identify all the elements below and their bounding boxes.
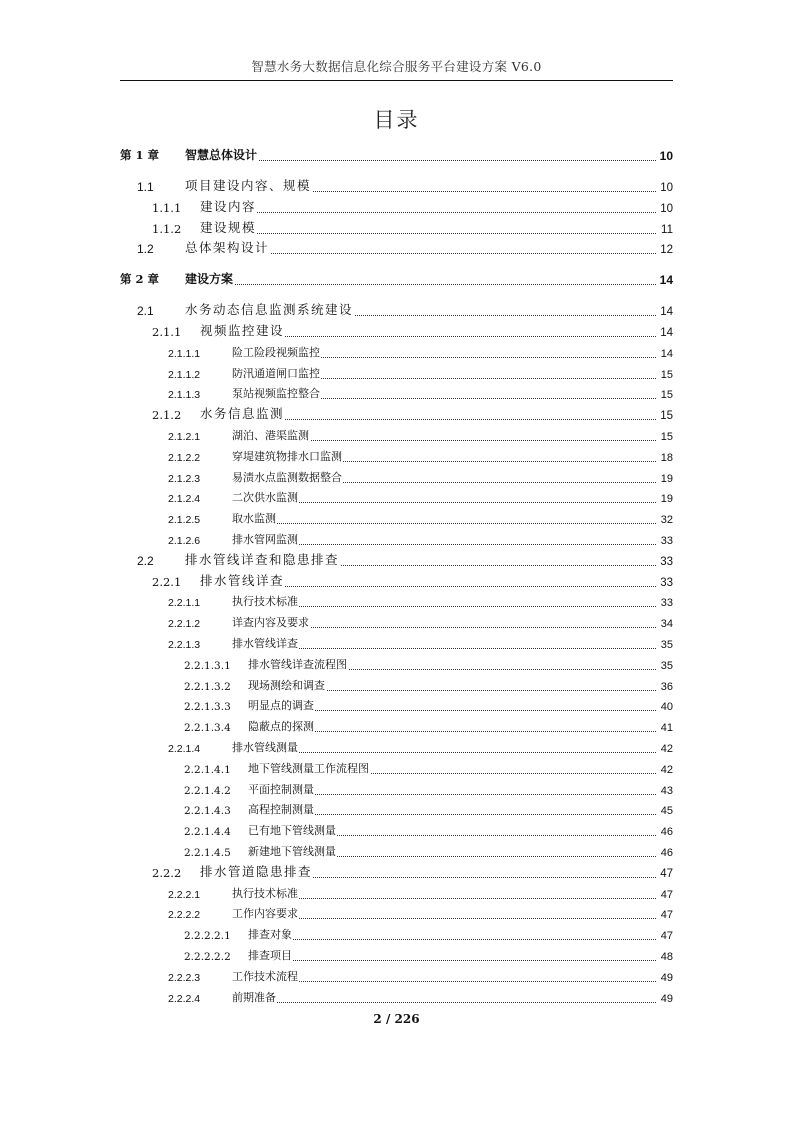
toc-entry-number: 2.2.1 bbox=[152, 574, 182, 589]
toc-entry[interactable] bbox=[120, 301, 673, 321]
toc-entry-title: 排水管线详查 bbox=[232, 637, 298, 650]
toc-entry-number: 2.2.2.4 bbox=[168, 992, 201, 1005]
toc-entry-number: 2.1.1.3 bbox=[168, 389, 201, 402]
toc-entry-page: 14 bbox=[659, 273, 673, 288]
toc-entry-title: 防汛通道闸口监控 bbox=[232, 366, 320, 380]
toc-entry[interactable] bbox=[120, 384, 673, 404]
toc-entry-page: 47 bbox=[660, 909, 673, 922]
toc-entry-page: 15 bbox=[660, 410, 673, 423]
toc-entry[interactable] bbox=[120, 322, 673, 342]
toc-entry-title: 泵站视频监控整合 bbox=[232, 387, 320, 401]
toc-entry-page: 47 bbox=[660, 867, 673, 880]
toc-entry-number: 2.2.1.4.5 bbox=[184, 847, 231, 859]
toc-entry-number: 2.2.1.3.4 bbox=[184, 722, 231, 735]
toc-entry-number: 1.1.2 bbox=[152, 221, 182, 236]
toc-entry[interactable] bbox=[120, 488, 673, 508]
toc-entry-number: 2.2.1.3.3 bbox=[184, 701, 231, 714]
toc-entry-page: 19 bbox=[660, 493, 673, 506]
dot-leader bbox=[200, 233, 656, 234]
toc-entry[interactable] bbox=[120, 967, 673, 987]
toc-entry-page: 15 bbox=[660, 368, 673, 381]
toc-chapter-entry[interactable] bbox=[120, 146, 673, 166]
toc-entry[interactable] bbox=[120, 800, 673, 820]
toc-entry-title: 建设内容 bbox=[200, 198, 257, 214]
toc-entry[interactable] bbox=[120, 219, 673, 239]
toc-entry-page: 49 bbox=[660, 992, 673, 1005]
toc-entry-title: 新建地下管线测量 bbox=[248, 845, 336, 858]
toc-entry-number: 2.1.2.1 bbox=[168, 431, 201, 443]
toc-entry-number: 2.2.1.1 bbox=[168, 597, 201, 610]
toc-entry-page: 15 bbox=[660, 389, 673, 402]
toc-entry[interactable] bbox=[120, 364, 673, 384]
toc-entry-title: 取水监测 bbox=[232, 512, 276, 526]
toc-entry-title: 排水管网监测 bbox=[232, 533, 298, 546]
toc-entry-title: 建设规模 bbox=[200, 219, 257, 235]
toc-entry-page: 14 bbox=[660, 306, 673, 319]
toc-entry-number: 2.2.1.4.4 bbox=[184, 826, 231, 839]
toc-entry-title: 水务动态信息监测系统建设 bbox=[185, 302, 354, 318]
toc-entry[interactable] bbox=[120, 842, 673, 862]
toc-entry[interactable] bbox=[120, 946, 673, 966]
toc-entry[interactable] bbox=[120, 904, 673, 924]
toc-entry[interactable] bbox=[120, 530, 673, 550]
toc-entry-title: 视频监控建设 bbox=[200, 323, 285, 338]
toc-entry-page: 45 bbox=[660, 805, 673, 818]
header-rule bbox=[120, 80, 673, 81]
toc-entry[interactable] bbox=[120, 634, 673, 654]
dot-leader bbox=[232, 1002, 656, 1003]
toc-entry[interactable] bbox=[120, 198, 673, 218]
toc-entry-title: 排水管线详查流程图 bbox=[248, 657, 347, 671]
toc-entry-number: 2.1 bbox=[137, 304, 154, 319]
toc-entry-number: 2.1.1.1 bbox=[168, 347, 201, 360]
toc-entry-title: 二次供水监测 bbox=[232, 491, 298, 505]
toc-entry[interactable] bbox=[120, 676, 673, 696]
toc-entry-title: 易渍水点监测数据整合 bbox=[232, 470, 342, 484]
toc-entry-page: 10 bbox=[660, 202, 673, 215]
toc-chapter-entry[interactable] bbox=[120, 270, 673, 290]
toc-entry-title: 排查项目 bbox=[248, 949, 292, 962]
toc-entry-title: 总体架构设计 bbox=[185, 240, 270, 256]
toc-entry-page: 47 bbox=[660, 888, 673, 901]
toc-entry-page: 11 bbox=[661, 223, 673, 236]
toc-entry[interactable] bbox=[120, 821, 673, 841]
toc-entry-title: 隐蔽点的探测 bbox=[248, 720, 314, 734]
toc-entry-page: 32 bbox=[660, 514, 673, 527]
toc-entry[interactable] bbox=[120, 239, 673, 259]
toc-entry-title: 险工险段视频监控 bbox=[232, 345, 320, 359]
toc-entry-number: 1.2 bbox=[137, 242, 154, 257]
toc-entry-page: 19 bbox=[660, 472, 673, 485]
toc-entry-title: 高程控制测量 bbox=[248, 803, 314, 817]
toc-entry[interactable] bbox=[120, 717, 673, 737]
toc-entry-page: 42 bbox=[660, 743, 673, 755]
toc-entry-number: 2.1.2.3 bbox=[168, 472, 201, 485]
toc-entry-number: 2.2.1.4.3 bbox=[184, 805, 231, 818]
dot-leader bbox=[248, 939, 656, 940]
toc-entry-page: 47 bbox=[660, 930, 673, 943]
toc-entry-number: 2.2.2.2.2 bbox=[184, 951, 231, 963]
toc-entry[interactable] bbox=[120, 509, 673, 529]
toc-entry-number: 2.2.1.3.1 bbox=[184, 659, 231, 672]
toc-entry-title: 排水管线详查 bbox=[200, 572, 285, 588]
toc-entry-title: 水务信息监测 bbox=[200, 406, 285, 422]
toc-entry-page: 35 bbox=[660, 639, 673, 651]
toc-entry-page: 14 bbox=[660, 327, 673, 339]
toc-entry-number: 2.1.2 bbox=[152, 408, 182, 423]
toc-entry-title: 排查对象 bbox=[248, 928, 292, 942]
toc-entry-number: 2.2.2.2 bbox=[168, 909, 201, 922]
toc-entry-page: 46 bbox=[660, 847, 673, 859]
toc-entry-number: 第 1 章 bbox=[120, 148, 160, 162]
toc-entry[interactable] bbox=[120, 426, 673, 446]
toc-entry-title: 明显点的调查 bbox=[248, 699, 314, 713]
toc-entry-title: 穿堤建筑物排水口监测 bbox=[232, 449, 342, 463]
toc-entry[interactable] bbox=[120, 780, 673, 800]
toc-entry-title: 建设方案 bbox=[185, 272, 234, 287]
toc-entry-number: 2.2.2 bbox=[152, 865, 182, 880]
toc-entry[interactable] bbox=[120, 468, 673, 488]
dot-leader bbox=[248, 960, 656, 961]
toc-entry[interactable] bbox=[120, 738, 673, 758]
toc-entry-number: 2.2.2.1 bbox=[168, 888, 201, 901]
toc-entry-number: 2.1.1 bbox=[152, 325, 182, 339]
toc-entry-page: 43 bbox=[660, 784, 673, 797]
toc-entry-title: 排水管道隐患排查 bbox=[200, 863, 313, 879]
toc-entry-title: 排水管线详查和隐患排查 bbox=[185, 551, 340, 567]
toc-entry[interactable] bbox=[120, 572, 673, 592]
toc-entry-number: 2.1.1.2 bbox=[168, 368, 201, 381]
toc-entry[interactable] bbox=[120, 343, 673, 363]
toc-entry-title: 执行技术标准 bbox=[232, 886, 298, 900]
toc-entry-title: 地下管线测量工作流程图 bbox=[248, 761, 369, 775]
toc-entry[interactable] bbox=[120, 613, 673, 633]
toc-entry-number: 2.1.2.6 bbox=[168, 535, 201, 547]
toc-entry-number: 2.2.1.3 bbox=[168, 639, 201, 651]
toc-entry[interactable] bbox=[120, 551, 673, 571]
toc-entry-page: 42 bbox=[660, 763, 673, 776]
toc-entry-page: 34 bbox=[660, 618, 673, 631]
toc-entry-page: 35 bbox=[660, 659, 673, 672]
toc-entry-page: 15 bbox=[660, 431, 673, 443]
toc-entry-title: 项目建设内容、规模 bbox=[185, 178, 312, 193]
toc-entry-number: 1.1 bbox=[137, 180, 154, 194]
toc-entry[interactable] bbox=[120, 592, 673, 612]
toc-entry-page: 10 bbox=[660, 182, 673, 194]
toc-entry[interactable] bbox=[120, 863, 673, 883]
toc-entry-number: 2.2.1.4.1 bbox=[184, 763, 231, 776]
toc-entry-title: 已有地下管线测量 bbox=[248, 824, 336, 838]
toc-entry-number: 2.2 bbox=[137, 553, 154, 568]
toc-entry-number: 2.2.1.4.2 bbox=[184, 784, 231, 797]
toc-title: 目录 bbox=[373, 108, 420, 132]
toc-entry-number: 1.1.1 bbox=[152, 200, 182, 215]
page-number: 2 / 226 bbox=[373, 1012, 420, 1026]
toc-entry-page: 46 bbox=[660, 826, 673, 839]
toc-entry-number: 2.2.1.2 bbox=[168, 618, 201, 631]
toc-entry-title: 现场测绘和调查 bbox=[248, 678, 325, 692]
toc-entry-title: 工作内容要求 bbox=[232, 907, 298, 921]
toc-entry-title: 工作技术流程 bbox=[232, 969, 298, 983]
toc-entry-page: 10 bbox=[659, 149, 673, 163]
toc-entry-title: 详查内容及要求 bbox=[232, 616, 309, 630]
toc-entry-title: 智慧总体设计 bbox=[185, 148, 258, 162]
toc-entry[interactable] bbox=[120, 405, 673, 425]
toc-entry-number: 2.2.2.3 bbox=[168, 971, 201, 984]
toc-entry[interactable] bbox=[120, 447, 673, 467]
toc-entry-title: 排水管线测量 bbox=[232, 741, 298, 754]
toc-entry-page: 18 bbox=[660, 451, 673, 464]
toc-entry-title: 执行技术标准 bbox=[232, 595, 298, 609]
dot-leader bbox=[232, 523, 656, 524]
dot-leader bbox=[185, 284, 656, 285]
toc-entry[interactable] bbox=[120, 696, 673, 716]
toc-entry[interactable] bbox=[120, 655, 673, 675]
dot-leader bbox=[200, 212, 656, 213]
toc-entry-number: 2.1.2.5 bbox=[168, 514, 201, 527]
toc-entry-page: 12 bbox=[660, 244, 673, 257]
toc-entry-page: 40 bbox=[660, 701, 673, 714]
toc-entry-number: 2.2.2.2.1 bbox=[184, 930, 231, 943]
running-header: 智慧水务大数据信息化综合服务平台建设方案 V6.0 bbox=[251, 59, 542, 74]
toc-entry[interactable] bbox=[120, 177, 673, 197]
toc-entry-title: 湖泊、港渠监测 bbox=[232, 429, 309, 442]
toc-entry-page: 36 bbox=[660, 680, 673, 693]
toc-entry[interactable] bbox=[120, 988, 673, 1008]
toc-entry[interactable] bbox=[120, 884, 673, 904]
toc-entry[interactable] bbox=[120, 925, 673, 945]
toc-entry-number: 2.2.1.3.2 bbox=[184, 680, 231, 693]
toc-entry-number: 2.2.1.4 bbox=[168, 743, 201, 755]
toc-entry-title: 平面控制测量 bbox=[248, 782, 314, 796]
toc-entry-page: 33 bbox=[660, 535, 673, 547]
toc-entry-page: 33 bbox=[660, 576, 673, 589]
toc-entry-number: 第 2 章 bbox=[120, 272, 160, 287]
toc-entry-page: 49 bbox=[660, 971, 673, 984]
toc-entry-page: 33 bbox=[660, 597, 673, 610]
toc-entry-number: 2.1.2.4 bbox=[168, 493, 201, 506]
toc-entry-number: 2.1.2.2 bbox=[168, 451, 201, 464]
toc-entry-page: 41 bbox=[660, 722, 673, 735]
toc-entry-title: 前期准备 bbox=[232, 990, 276, 1004]
toc-entry-page: 33 bbox=[660, 555, 673, 568]
toc-entry-page: 14 bbox=[660, 347, 673, 360]
toc-entry-page: 48 bbox=[660, 951, 673, 963]
toc-entry[interactable] bbox=[120, 759, 673, 779]
